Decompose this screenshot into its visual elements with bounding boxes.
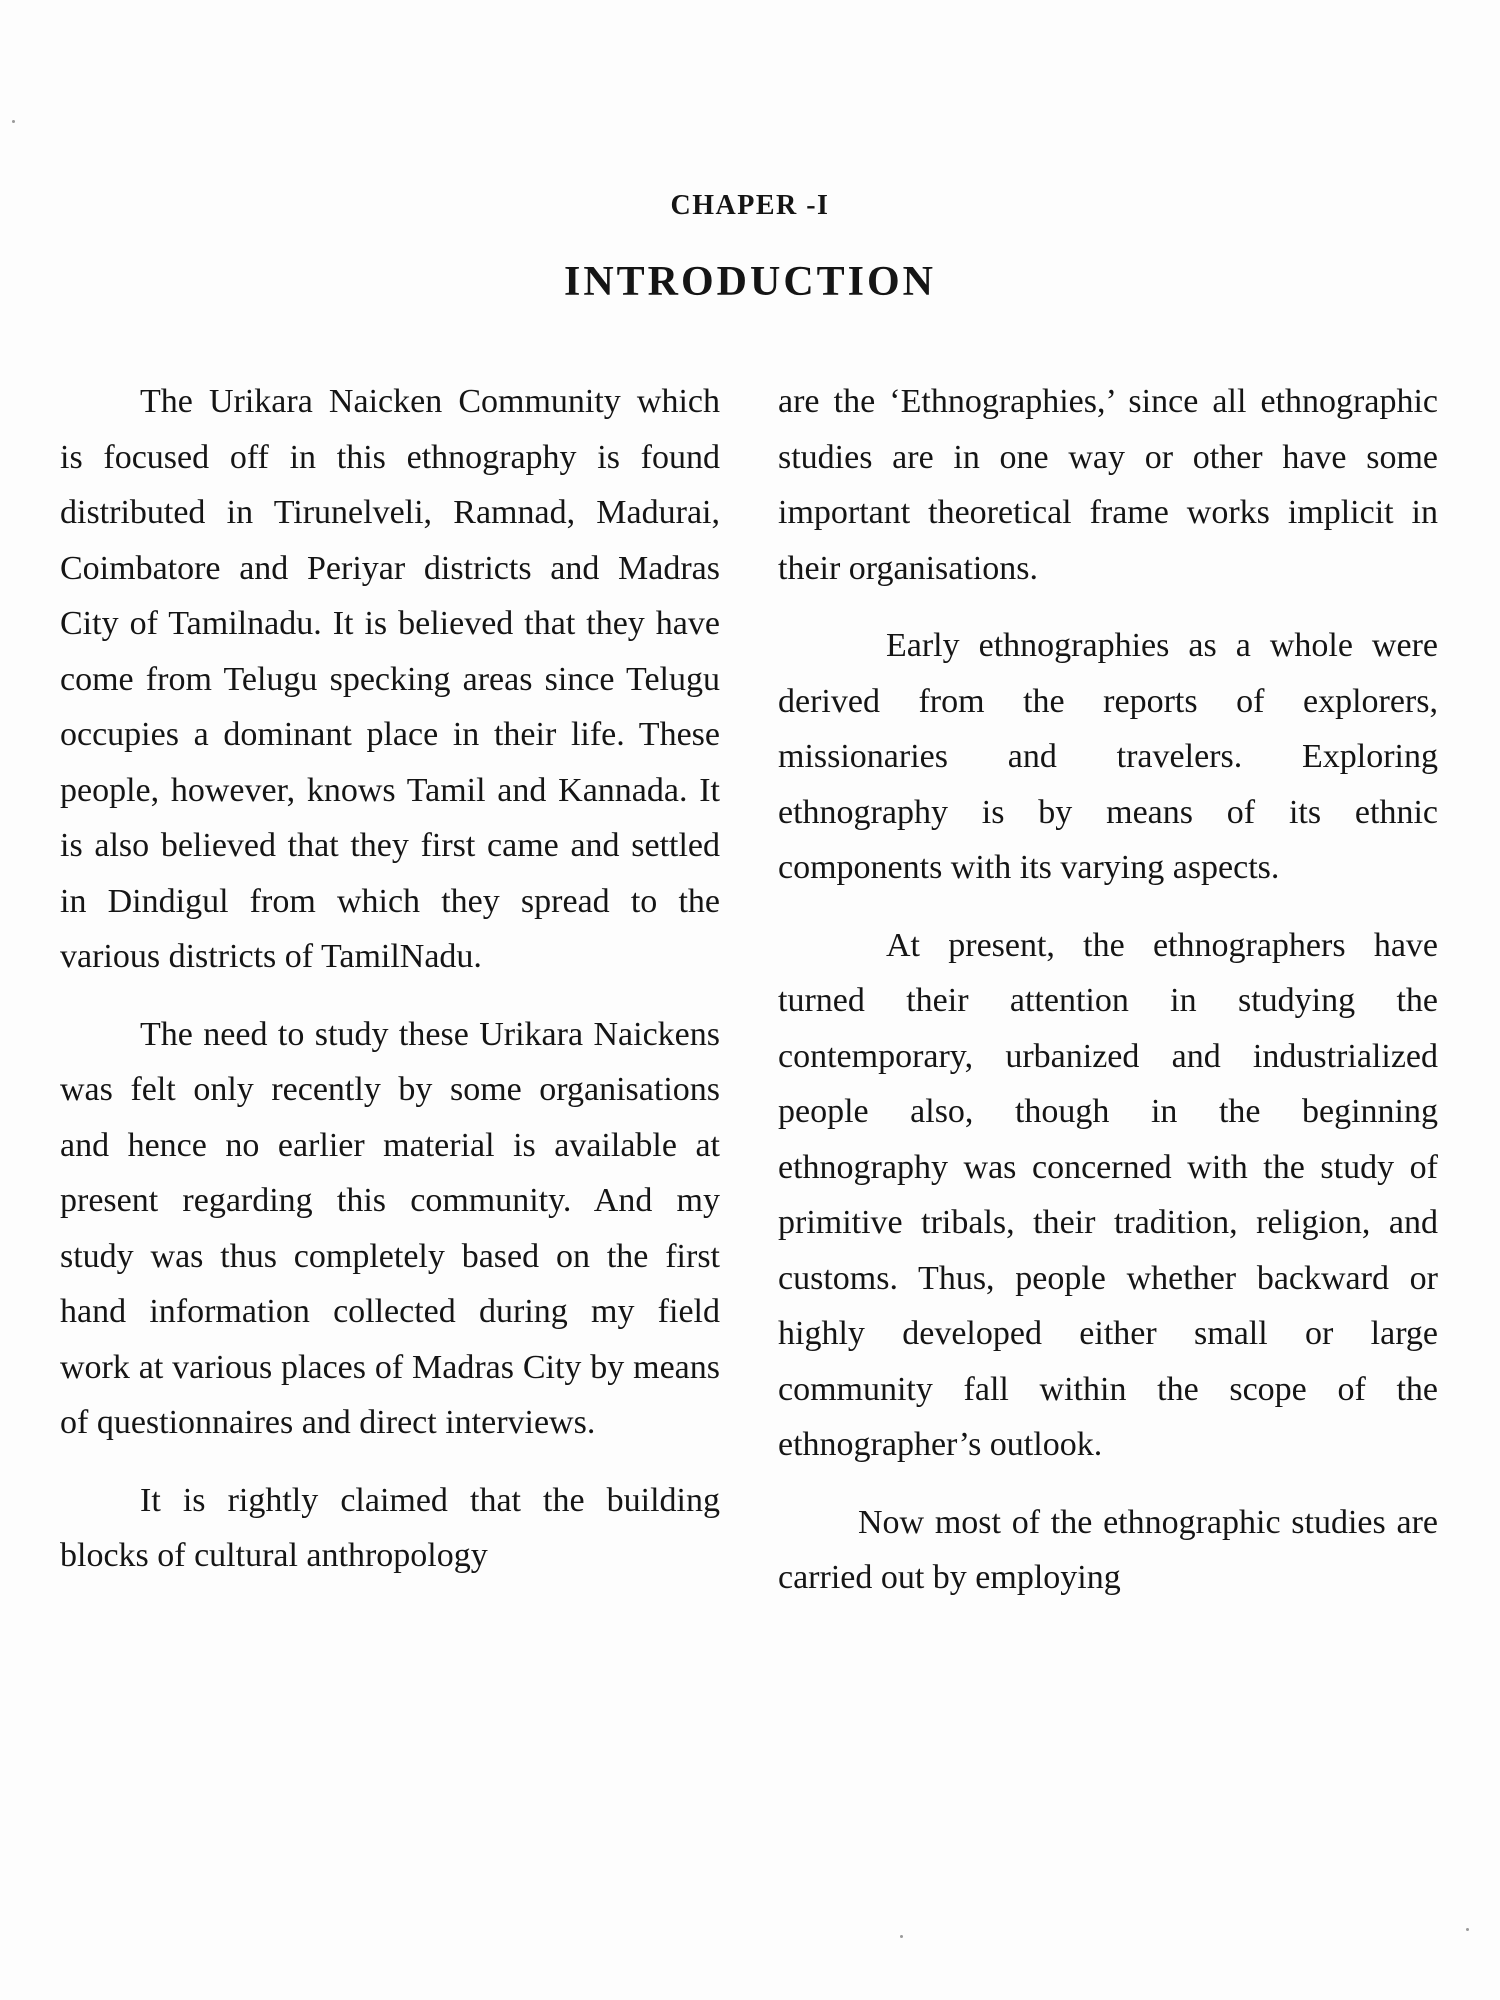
left-paragraph-1: The Urikara Naicken Community which is focused off in this ethnography is found distributed in Tirunelveli, Ramnad, Madurai, Coimbatore and Periyar districts and Madras City of Tamilnadu. It is believed that they have come from Telugu specking areas since Telugu occupies a dominant place in their life. These people, however, knows Tamil and Kannada. It is also believed that they first came and settled in Dindigul from which they spread to the various districts of TamilNadu. [60, 383, 720, 975]
chapter-title: INTRODUCTION [563, 259, 937, 305]
chapter-label: CHAPER -I [670, 190, 830, 221]
right-paragraph-3: At present, the ethnographers have turned their attention in studying the contemporary, urbanized and industrialized people also, though in the beginning ethnography was concerned with the study of primitive tribals, their tradition, religion, and customs. Thus, people whether backward or highly developed either small or large community fall within the scope of the ethnographer’s outlook. [778, 926, 1438, 1463]
scan-speck [12, 120, 15, 123]
right-paragraph-1: are the ‘Ethnographies,’ since all ethnographic studies are in one way or other have some important theoretical frame works implicit in their organisations. [778, 383, 1438, 587]
right-paragraph-2: Early ethnographies as a whole were derived from the reports of explorers, missionaries and travelers. Exploring ethnography is by means of its ethnic components with its varying aspects. [778, 627, 1438, 886]
left-paragraph-3: It is rightly claimed that the building blocks of cultural anthropology [60, 1481, 720, 1574]
right-paragraph-4: Now most of the ethnographic studies are carried out by employing [778, 1503, 1438, 1596]
left-column [60, 374, 720, 1606]
scan-speck [1466, 1928, 1469, 1931]
right-column [778, 374, 1438, 1628]
scan-speck [900, 1935, 903, 1938]
left-paragraph-2: The need to study these Urikara Naickens was felt only recently by some organisations and hence no earlier material is available at present regarding this community. And my study was thus completely based on the first hand information collected during my field work at various places of Madras City by means of questionnaires and direct interviews. [60, 1015, 720, 1441]
